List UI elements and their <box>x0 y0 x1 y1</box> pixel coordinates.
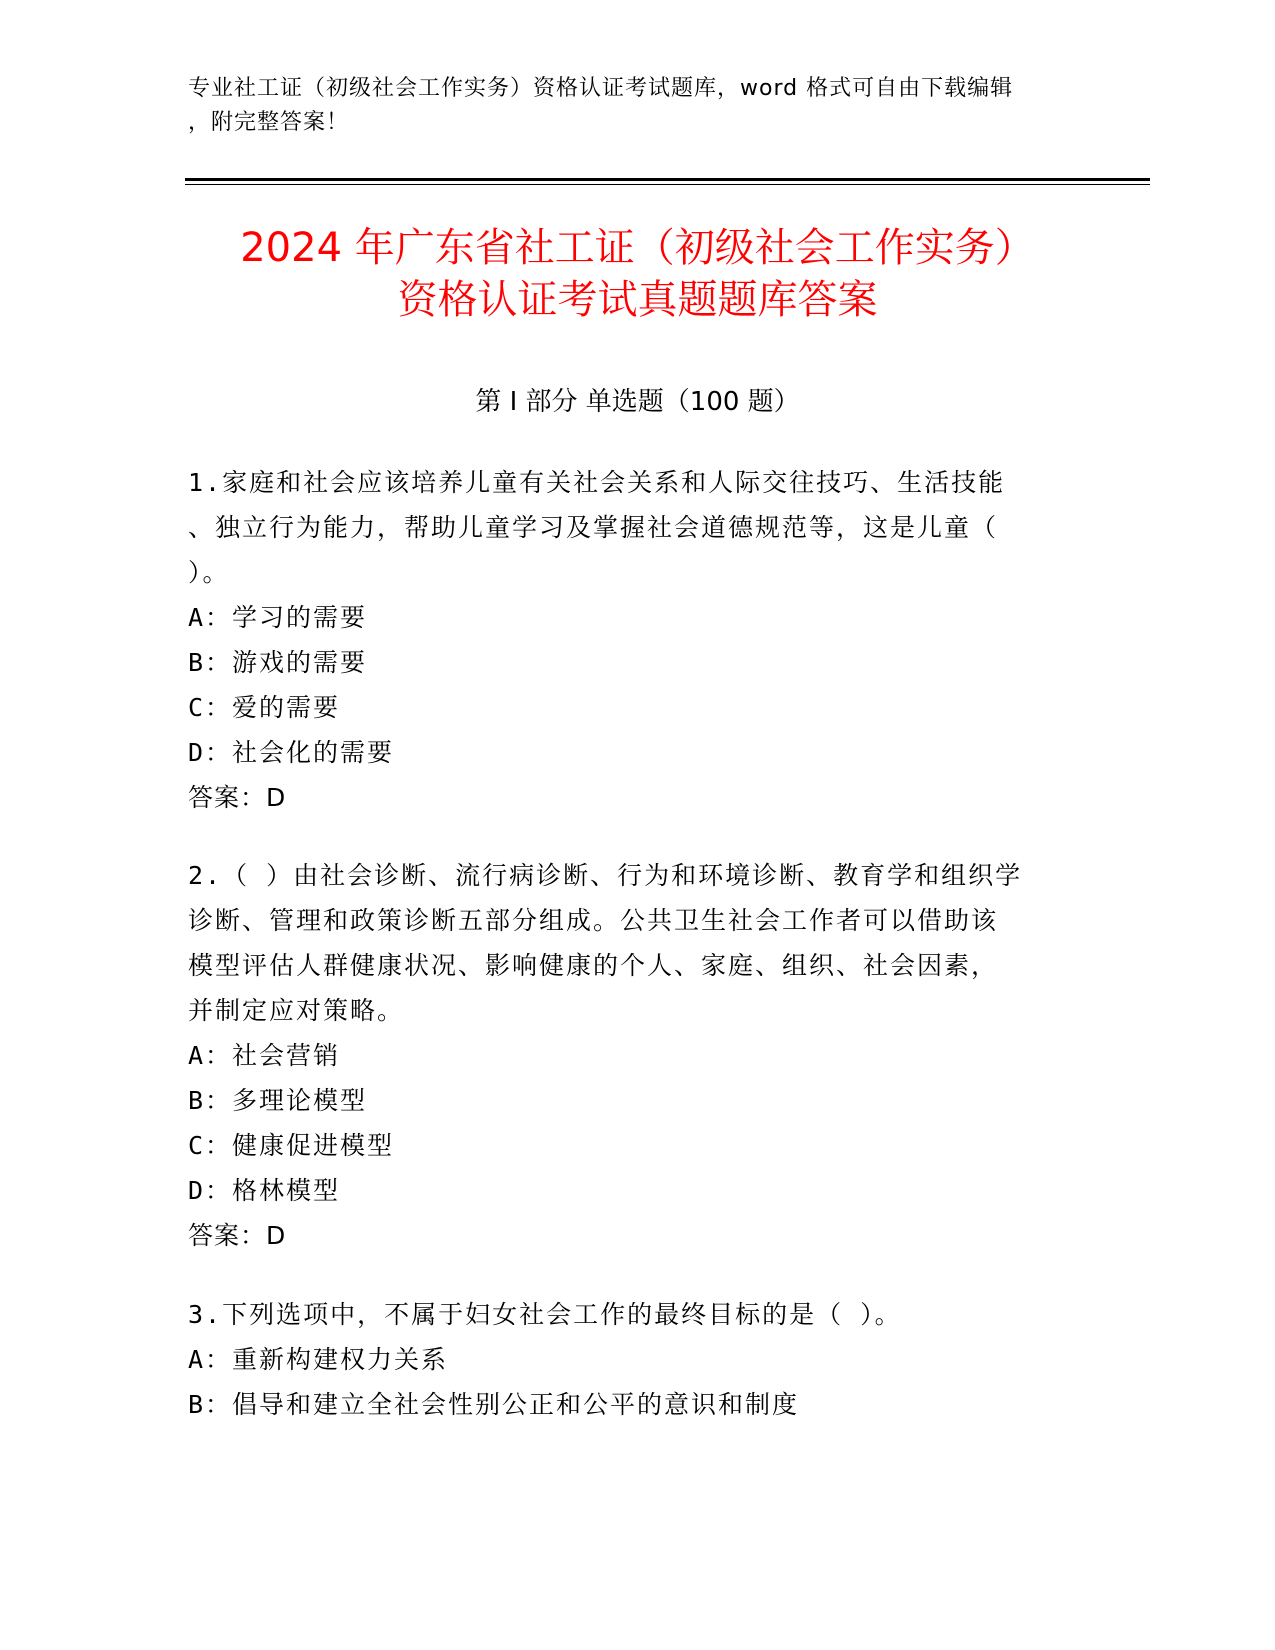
question-stem-line: 并制定应对策略。 <box>188 996 405 1025</box>
option-a: A：社会营销 <box>188 1041 341 1070</box>
document-title-line-1: 2024 年广东省社工证（初级社会工作实务） <box>240 225 1035 271</box>
question-stem <box>188 1292 1068 1337</box>
header-note-line-1: 专业社工证（初级社会工作实务）资格认证考试题库，word 格式可自由下载编辑 <box>188 76 1014 101</box>
question-1 <box>188 460 1068 820</box>
option-b: B：游戏的需要 <box>188 648 368 677</box>
question-stem <box>188 460 1068 595</box>
question-3 <box>188 1292 1068 1427</box>
question-stem-line: 诊断、管理和政策诊断五部分组成。公共卫生社会工作者可以借助该 <box>188 906 999 935</box>
option-c: C：健康促进模型 <box>188 1131 395 1160</box>
document-title-line-2: 资格认证考试真题题库答案 <box>397 277 878 323</box>
question-2 <box>188 853 1068 1258</box>
option-b: B：多理论模型 <box>188 1086 368 1115</box>
option-a: A：学习的需要 <box>188 603 368 632</box>
question-stem-line: ）。 <box>188 558 230 587</box>
option-d: D：社会化的需要 <box>188 738 395 767</box>
header-rule-thick <box>185 178 1150 181</box>
answer: 答案：D <box>188 1221 287 1250</box>
option-b: B：倡导和建立全社会性别公正和公平的意识和制度 <box>188 1390 800 1419</box>
option-d: D：格林模型 <box>188 1176 341 1205</box>
section-title: 第 I 部分 单选题（100 题） <box>475 387 800 417</box>
header-rule-thin <box>185 184 1150 185</box>
answer: 答案：D <box>188 783 287 812</box>
option-c: C：爱的需要 <box>188 693 341 722</box>
question-stem-line: 模型评估人群健康状况、影响健康的个人、家庭、组织、社会因素， <box>188 951 999 980</box>
option-a: A：重新构建权力关系 <box>188 1345 449 1374</box>
question-stem-line: 、独立行为能力，帮助儿童学习及掌握社会道德规范等，这是儿童（ <box>188 513 999 542</box>
header-note <box>188 72 1088 140</box>
question-stem <box>188 853 1068 1033</box>
question-stem-line: 3.下列选项中，不属于妇女社会工作的最终目标的是（ ）。 <box>188 1300 902 1329</box>
question-stem-line: 2.（ ）由社会诊断、流行病诊断、行为和环境诊断、教育学和组织学 <box>188 861 1023 890</box>
document-title <box>0 222 1275 326</box>
header-note-line-2: ，附完整答案！ <box>188 110 350 135</box>
question-stem-line: 1.家庭和社会应该培养儿童有关社会关系和人际交往技巧、生活技能 <box>188 468 1006 497</box>
